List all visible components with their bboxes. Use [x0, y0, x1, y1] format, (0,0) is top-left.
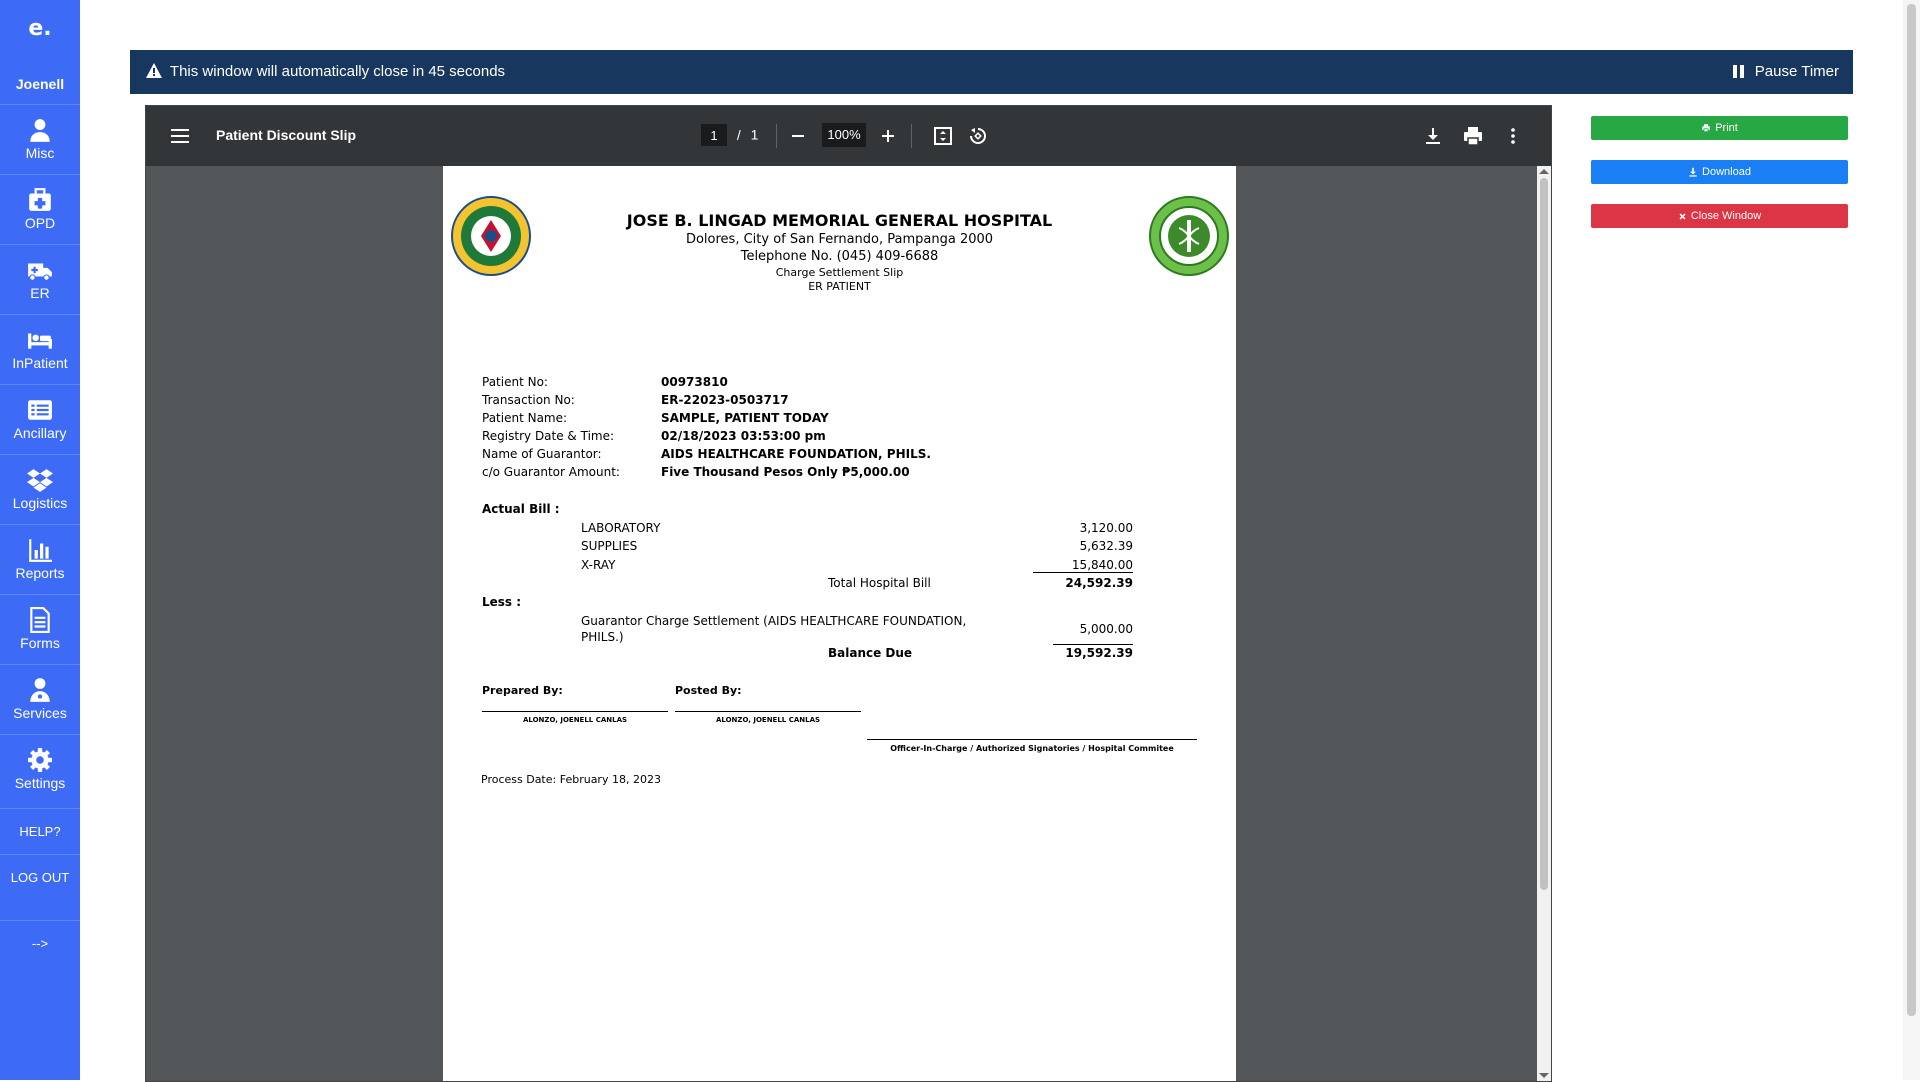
slip-title: Charge Settlement Slip — [775, 266, 904, 279]
less-heading: Less : — [482, 595, 522, 609]
sidebar-item-settings[interactable] — [0, 734, 80, 805]
download-icon — [1688, 167, 1698, 177]
hospital-name: JOSE B. LINGAD MEMORIAL GENERAL HOSPITAL — [626, 211, 1053, 230]
menu-icon[interactable] — [170, 126, 190, 146]
pdf-page — [443, 166, 1236, 1081]
print-button-label: Print — [1715, 122, 1738, 134]
window-scroll-thumb[interactable] — [1907, 4, 1916, 1016]
info-label: Name of Guarantor: — [482, 447, 602, 461]
pdf-scrollbar[interactable] — [1537, 166, 1551, 1081]
officer-line — [867, 739, 1197, 740]
window-scrollbar[interactable] — [1903, 0, 1920, 1080]
sidebar-item-label: Reports — [15, 565, 65, 581]
guarantor-settlement-label: Guarantor Charge Settlement (AIDS HEALTHCARE FOUNDATION, — [581, 614, 967, 628]
sidebar-item-label: Forms — [20, 635, 60, 651]
medical-kit-icon — [27, 187, 53, 213]
download-button-label: Download — [1702, 166, 1751, 178]
close-window-button[interactable] — [1591, 204, 1848, 228]
hospital-telephone: Telephone No. (045) 409-6688 — [740, 249, 939, 264]
page-indicator — [701, 124, 758, 146]
fit-page-icon[interactable] — [931, 124, 955, 148]
zoom-out-icon[interactable] — [786, 124, 810, 148]
sidebar-item-ancillary[interactable] — [0, 384, 80, 455]
info-label: Registry Date & Time: — [482, 429, 615, 443]
actual-bill-heading: Actual Bill : — [482, 502, 560, 516]
bill-item-amount: 3,120.00 — [1079, 521, 1133, 535]
print-icon — [1701, 123, 1711, 133]
info-label: c/o Guarantor Amount: — [482, 465, 620, 479]
sidebar-item-label: ER — [30, 285, 50, 301]
pause-timer-button[interactable] — [1733, 63, 1839, 80]
page-separator: / — [736, 126, 741, 143]
timer-message-wrap — [146, 63, 505, 80]
guarantor-amount: Five Thousand Pesos Only ₱5,000.00 — [661, 465, 910, 479]
warning-icon — [146, 63, 162, 78]
toolbar-divider — [776, 124, 777, 148]
sidebar-item-label: Misc — [25, 145, 55, 161]
user-name: Joenell — [15, 76, 65, 92]
close-window-label: Close Window — [1690, 210, 1762, 222]
sidebar-item-inpatient[interactable] — [0, 314, 80, 385]
timer-message: This window will automatically close in 45 seconds — [169, 63, 506, 80]
pdf-title: Patient Discount Slip — [216, 127, 357, 143]
posted-by-line — [675, 711, 861, 712]
sidebar-item-label: Services — [13, 705, 67, 721]
process-date: Process Date: February 18, 2023 — [481, 773, 661, 786]
print-button[interactable] — [1591, 116, 1848, 140]
info-label: Patient Name: — [482, 411, 568, 425]
pdf-toolbar — [146, 106, 1551, 166]
scroll-up-arrow[interactable] — [1539, 169, 1549, 174]
patient-number: 00973810 — [661, 375, 728, 389]
more-options-icon[interactable] — [1501, 124, 1525, 148]
sidebar-item-label: InPatient — [12, 355, 68, 371]
guarantor-settlement-amount: 5,000.00 — [1079, 622, 1133, 636]
patient-name: SAMPLE, PATIENT TODAY — [661, 411, 829, 425]
bed-icon — [27, 327, 53, 353]
zoom-level[interactable]: 100% — [822, 123, 866, 147]
balance-due-label: Balance Due — [828, 646, 913, 660]
guarantor-settlement-label-cont: PHILS.) — [581, 630, 624, 644]
help-link[interactable]: HELP? — [0, 808, 80, 855]
gear-icon — [27, 747, 53, 773]
info-label: Patient No: — [482, 375, 548, 389]
total-pages: 1 — [750, 126, 759, 143]
bill-item-amount: 5,632.39 — [1079, 539, 1133, 553]
print-icon[interactable] — [1461, 124, 1485, 148]
pause-timer-label: Pause Timer — [1754, 63, 1839, 80]
pdf-viewer — [145, 105, 1552, 1082]
bar-chart-icon — [27, 537, 53, 563]
balance-due-amount: 19,592.39 — [1065, 646, 1133, 660]
info-label: Transaction No: — [482, 393, 575, 407]
bill-item-label: X-RAY — [581, 558, 616, 572]
download-icon[interactable] — [1421, 124, 1445, 148]
bill-item-amount: 15,840.00 — [1033, 558, 1133, 573]
prepared-by-label: Prepared By: — [482, 684, 563, 697]
rotate-icon[interactable] — [966, 124, 990, 148]
bill-item-label: SUPPLIES — [581, 539, 638, 553]
sidebar-item-reports[interactable] — [0, 524, 80, 595]
total-bill-label: Total Hospital Bill — [828, 576, 931, 590]
sidebar-item-misc[interactable] — [0, 104, 80, 175]
hospital-address: Dolores, City of San Fernando, Pampanga 2000 — [685, 232, 994, 247]
logout-link[interactable]: LOG OUT — [0, 854, 80, 901]
dropbox-icon — [27, 467, 53, 493]
list-icon — [27, 397, 53, 423]
ambulance-icon — [27, 257, 53, 283]
bill-item-label: LABORATORY — [581, 521, 661, 535]
document-icon — [27, 607, 53, 633]
prepared-by-line — [482, 711, 668, 712]
sidebar-item-label: Logistics — [12, 495, 68, 511]
sidebar-item-forms[interactable] — [0, 594, 80, 665]
sidebar-item-services[interactable] — [0, 664, 80, 735]
zoom-in-icon[interactable] — [876, 124, 900, 148]
close-icon — [1678, 212, 1687, 221]
toolbar-divider — [911, 124, 912, 148]
balance-rule — [1053, 644, 1133, 645]
patient-type: ER PATIENT — [808, 280, 871, 293]
page-number-input[interactable] — [701, 124, 727, 146]
sidebar-item-logistics[interactable] — [0, 454, 80, 525]
user-icon — [27, 117, 53, 143]
prepared-by-name: ALONZO, JOENELL CANLAS — [522, 716, 628, 724]
sidebar-item-opd[interactable] — [0, 174, 80, 245]
scroll-down-arrow[interactable] — [1539, 1073, 1549, 1078]
pause-icon — [1733, 65, 1745, 78]
posted-by-name: ALONZO, JOENELL CANLAS — [715, 716, 821, 724]
download-button[interactable] — [1591, 160, 1848, 184]
sidebar-toggle[interactable]: --> — [0, 920, 80, 967]
sidebar-item-label: OPD — [24, 215, 56, 231]
total-bill-amount: 24,592.39 — [1065, 576, 1133, 590]
sidebar-item-er[interactable] — [0, 244, 80, 315]
transaction-number: ER-22023-0503717 — [661, 393, 789, 407]
pdf-scroll-thumb[interactable] — [1540, 178, 1548, 890]
officer-label: Officer-In-Charge / Authorized Signatories / Hospital Commitee — [890, 744, 1174, 753]
guarantor-name: AIDS HEALTHCARE FOUNDATION, PHILS. — [661, 447, 931, 461]
posted-by-label: Posted By: — [675, 684, 742, 697]
auto-close-banner — [130, 50, 1853, 94]
app-logo: e. — [28, 16, 52, 41]
sidebar — [0, 0, 80, 1080]
sidebar-item-label: Settings — [14, 775, 66, 791]
sidebar-item-label: Ancillary — [13, 425, 67, 441]
registry-datetime: 02/18/2023 03:53:00 pm — [661, 429, 826, 443]
doctor-icon — [27, 677, 53, 703]
